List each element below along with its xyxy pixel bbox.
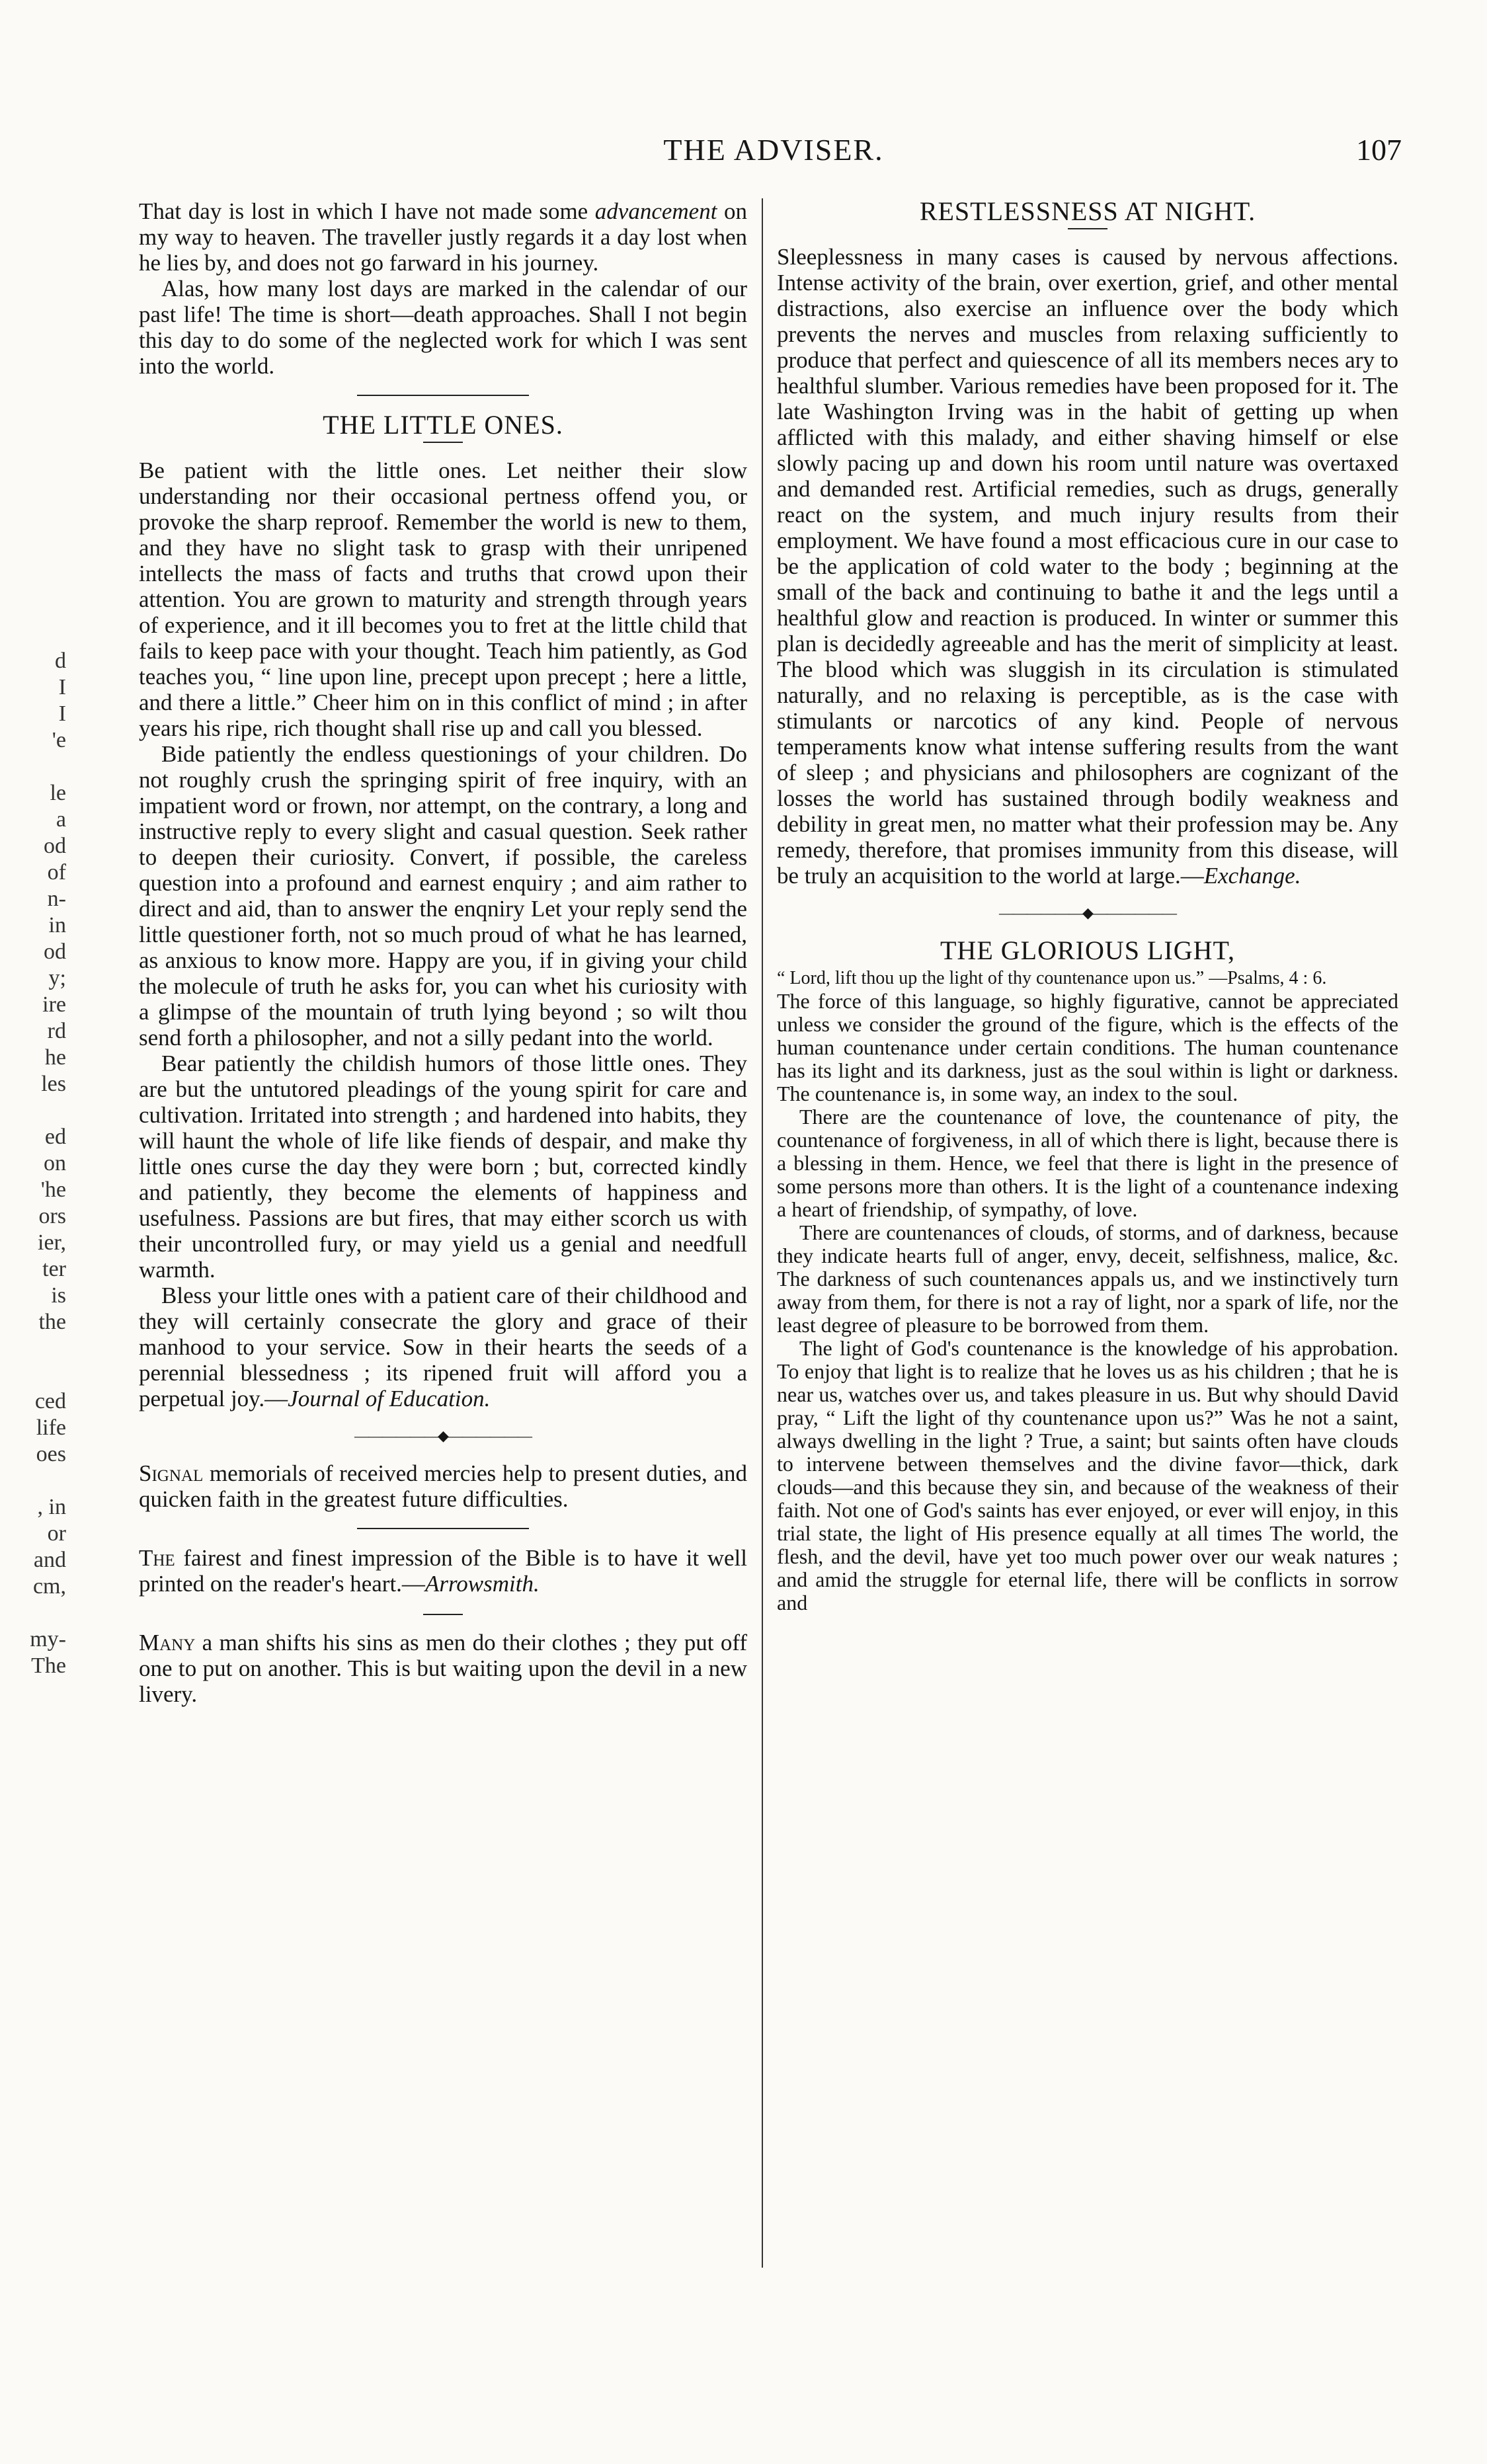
margin-fragment: od	[44, 939, 66, 964]
margin-fragment: oes	[36, 1442, 66, 1466]
lead-word: Signal	[139, 1460, 204, 1486]
little-ones-paragraph: Be patient with the little ones. Let neither their slow understanding nor their occasional pertness offend you, or provoke the sharp reproof. Remember the world is new to them, and they have no slight task to grasp with their unripened intellects the mass of facts and truths that crowd upon their attention. You are grown to maturity and strength through years of experience, and it ill becomes you to fret at the little child that fails to keep pace with your thought. Teach him patiently, as God teaches you, “ line upon line, precept upon precept ; here a little, and there a little.” Cheer him on in this conflict of mind ; in after years his ripe, rich thought shall rise up and call you blessed.	[139, 457, 747, 741]
column-rule	[762, 198, 763, 2268]
margin-fragment: ced	[34, 1389, 66, 1413]
right-column	[777, 198, 1398, 1614]
margin-fragment: rd	[47, 1019, 66, 1043]
margin-fragment: my-	[30, 1627, 66, 1651]
title-rule	[1068, 228, 1107, 229]
margin-fragment: is	[51, 1283, 66, 1308]
little-ones-title: THE LITTLE ONES.	[323, 410, 563, 440]
margin-fragment	[7, 1362, 66, 1388]
glorious-light-title: THE GLORIOUS LIGHT,	[940, 935, 1235, 965]
title-rule	[423, 442, 463, 443]
margin-fragment	[7, 1335, 66, 1362]
adjacent-page-fragments	[7, 648, 66, 1679]
margin-fragment: or	[47, 1521, 66, 1546]
margin-fragment: of	[47, 860, 66, 885]
many-paragraph	[139, 1630, 747, 1707]
margin-fragment: ors	[38, 1204, 66, 1228]
margin-fragment: od	[44, 834, 66, 858]
margin-fragment: a	[56, 807, 66, 832]
margin-fragment	[7, 1468, 66, 1494]
text-run: fairest and finest impression of the Bible is to have it well printed on the reader's heart.—	[139, 1545, 747, 1597]
source-citation: Exchange.	[1203, 863, 1301, 889]
glorious-light-body	[777, 990, 1398, 1614]
running-title: THE ADVISER.	[663, 133, 884, 167]
margin-fragment: the	[38, 1310, 66, 1334]
bible-paragraph	[139, 1545, 747, 1597]
margin-fragment: The	[31, 1653, 66, 1678]
left-column	[139, 198, 747, 1707]
signal-paragraph	[139, 1460, 747, 1512]
section-divider	[357, 1528, 529, 1529]
ornamental-rule: ——————◆——————	[999, 904, 1176, 921]
lead-word: Many	[139, 1630, 196, 1655]
margin-fragment: ier,	[38, 1230, 66, 1255]
margin-fragment: I	[58, 701, 66, 726]
margin-fragment: and	[33, 1548, 66, 1572]
text-run: That day is lost in which I have not made some	[139, 198, 595, 224]
text-run: memorials of received mercies help to present duties, and quicken faith in the greatest future difficulties.	[139, 1460, 747, 1512]
little-ones-paragraph: Bear patiently the childish humors of those little ones. They are but the untutored pleadings of the young spirit for care and cultivation. Irritated into strength ; and hardened into habits, they will haunt the whole of life like fiends of despair, and make thy little ones curse the day they were born ; but, corrected kindly and patiently, they become the elements of happiness and usefulness. Passions are but fires, that may either scorch us with their uncontrolled fury, or may yield us a genial and needfull warmth.	[139, 1051, 747, 1283]
margin-fragment: les	[41, 1072, 66, 1096]
margin-fragment: d	[55, 649, 66, 673]
lost-day-paragraph	[139, 198, 747, 276]
glorious-light-paragraph: There are the countenance of love, the countenance of pity, the countenance of forgiveness, in all of which there is light, because there is a blessing in them. Hence, we feel that there is light in the presence of some persons more than others. It is the light of a countenance indexing a heart of friendship, of sympathy, of love.	[777, 1105, 1398, 1221]
ornamental-rule: ——————◆——————	[354, 1427, 532, 1444]
margin-fragment: he	[44, 1045, 66, 1070]
glorious-light-paragraph: There are countenances of clouds, of storms, and of darkness, because they indicate hearts full of anger, envy, deceit, selfishness, malice, &c. The darkness of such countenances appals us, and we instinctively turn away from them, for there is not a ray of light, nor a spark of life, nor the least degree of pleasure to be borrowed from them.	[777, 1220, 1398, 1337]
italic-word: advancement	[594, 198, 717, 224]
margin-fragment: on	[44, 1151, 66, 1175]
margin-fragment: 'he	[40, 1177, 66, 1202]
page-number: 107	[1356, 133, 1402, 167]
little-ones-paragraph	[139, 1283, 747, 1411]
margin-fragment	[7, 754, 66, 780]
section-divider	[357, 395, 529, 396]
margin-fragment	[7, 1097, 66, 1124]
margin-fragment: I	[58, 675, 66, 699]
margin-fragment: n-	[47, 887, 66, 911]
source-citation: Arrowsmith.	[424, 1571, 540, 1597]
page-header	[145, 132, 1402, 172]
margin-fragment	[7, 1600, 66, 1626]
margin-fragment: y;	[48, 966, 66, 990]
margin-fragment: cm,	[32, 1574, 66, 1599]
margin-fragment: le	[50, 781, 66, 805]
text-run: on my way to heaven. The traveller justly regards it a day lost when he lies by, and does not go farward in his journey.	[139, 198, 748, 276]
margin-fragment: 'e	[52, 728, 66, 752]
text-run: a man shifts his sins as men do their clothes ; they put off one to put on another. This is but waiting upon the devil in a new livery.	[139, 1630, 747, 1707]
text-run: Sleeplessness in many cases is caused by nervous affections. Intense activity of the brain, over exertion, grief, and other mental distractions, also exercise an influence over the body which prevents the nerves and muscles from relaxing sufficiently to produce that perfect and quiescence of all its members neces ary to healthful slumber. Various remedies have been proposed for it. The late Washington Irving was in the habit of getting up when afflicted with this malady, and either shaving himself or else slowly pacing up and down his room until nature was overtaxed and demanded rest. Artificial remedies, such as drugs, generally react on the system, and much injury results from their employment. We have found a most efficacious cure in our case to be the application of cold water to the body ; beginning at the small of the back and continuing to bathe it and the legs until a healthful glow and reaction is produced. In winter or summer this plan is decidedly agreeable and has the merit of simplicity at least. The blood which was sluggish in its circulation is stimulated naturally, and no relaxing is perceptible, as is the case with stimulants or narcotics of any kind. People of nervous temperaments know what intense suffering results from the want of sleep ; and physicians and philosophers are cognizant of the losses the world has sustained through bodily weakness and debility in great men, no matter what their profession may be. Any remedy, therefore, that promises immunity from this disease, will be truly an acquisition to the world at large.—	[777, 244, 1398, 889]
text-run: Bless your little ones with a patient care of their childhood and they will certainly consecrate the glory and grace of their manhood to your service. Sow in their hearts the seeds of a perennial blessedness ; its ripened fruit will afford you a perpetual joy.—	[139, 1283, 747, 1411]
restlessness-title: RESTLESSNESS AT NIGHT.	[919, 196, 1256, 226]
margin-fragment: ire	[42, 992, 66, 1017]
margin-fragment: , in	[37, 1495, 66, 1519]
restlessness-paragraph	[777, 244, 1398, 889]
little-ones-paragraph: Bide patiently the endless questionings of your children. Do not roughly crush the springing spirit of free inquiry, with an impatient word or frown, nor attempt, on the contrary, a long and instructive reply to every slight and casual question. Seek rather to deepen their curiosity. Convert, if possible, the careless question into a profound and earnest enquiry ; and aim rather to direct and aid, than to answer the enqniry Let your reply send the little questioner forth, not so much proud of what he has learned, as anxious to know more. Happy are you, if in giving your child the molecule of truth he asks for, you can whet his curiosity with a glimpse of the mountain of truth lying beyond ; so wilt thou send forth a philosopher, and not a silly pedant into the world.	[139, 741, 747, 1051]
margin-fragment: ter	[42, 1257, 66, 1281]
source-citation: Journal of Education.	[288, 1386, 491, 1411]
scripture-epigraph: “ Lord, lift thou up the light of thy countenance upon us.” —Psalms, 4 : 6.	[777, 968, 1327, 988]
lost-days-paragraph: Alas, how many lost days are marked in the calendar of our past life! The time is short—death approaches. Shall I not begin this day to do some of the neglected work for which I was sent into the world.	[139, 276, 747, 379]
margin-fragment: in	[48, 913, 66, 937]
margin-fragment: life	[36, 1415, 66, 1440]
lead-word: The	[139, 1545, 175, 1571]
margin-fragment: ed	[44, 1125, 66, 1149]
glorious-light-paragraph: The force of this language, so highly figurative, cannot be appreciated unless we consider the ground of the figure, which is the effects of the human countenance under certain conditions. The human countenance has its light and its darkness, just as the soul within is light or darkness. The countenance is, in some way, an index to the soul.	[777, 989, 1398, 1105]
glorious-light-paragraph: The light of God's countenance is the knowledge of his approbation. To enjoy that light is to realize that he loves us as his children ; that he is near us, watches over us, and takes pleasure in us. But why should David pray, “ Lift the light of thy countenance upon us?” Was he not a saint, always dwelling in the light ? True, a saint; but saints often have clouds to intervene between themselves and the divine favor—thick, dark clouds—and this because they sin, and because of the weakness of their faith. Not one of God's saints has ever enjoyed, or ever will enjoy, in this trial state, the light of His presence equally at all times The world, the flesh, and the devil, have yet too much power over our weak natures ; and amid the struggle for eternal life, there will be conflicts in sorrow and	[777, 1336, 1398, 1614]
section-divider	[423, 1614, 463, 1615]
